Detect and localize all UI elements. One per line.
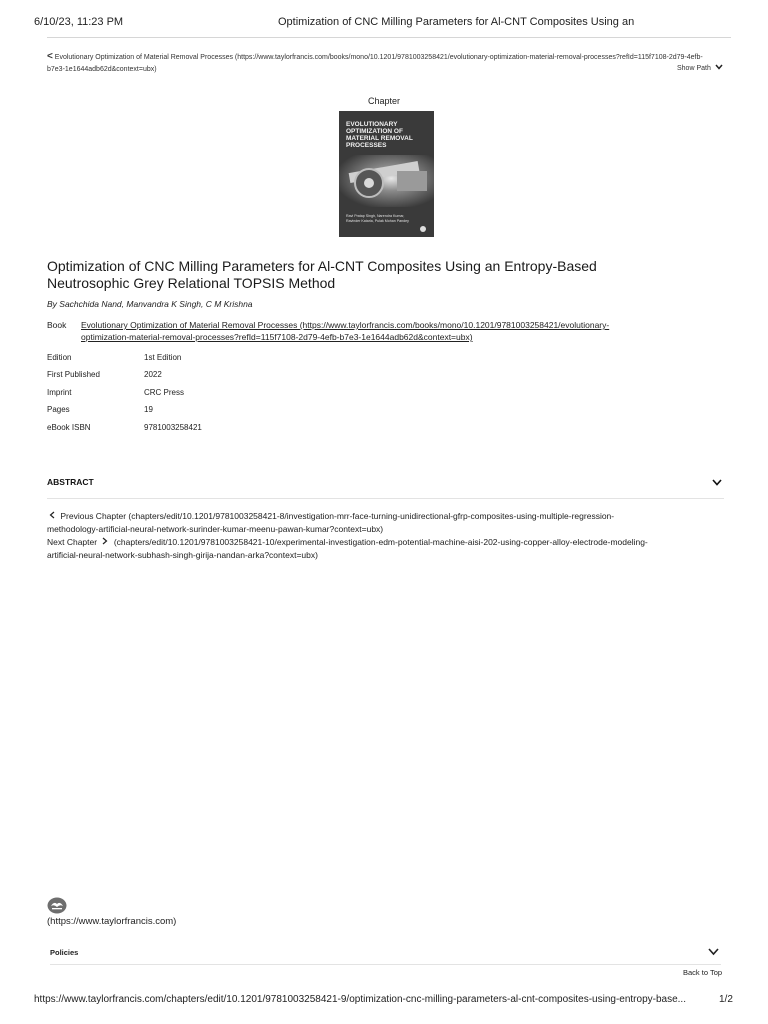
abstract-label: ABSTRACT xyxy=(47,477,94,487)
meta-key: Pages xyxy=(47,405,70,414)
policies-divider xyxy=(50,964,721,965)
meta-value: 1st Edition xyxy=(144,353,182,362)
site-home-link[interactable]: (https://www.taylorfrancis.com) xyxy=(47,916,177,927)
meta-key: Imprint xyxy=(47,388,72,397)
meta-value: 2022 xyxy=(144,370,162,379)
next-chapter-url-line2[interactable]: artificial-neural-network-subhash-singh-girija-nandan-arka?context=ubx) xyxy=(47,550,318,560)
next-chapter-url-line1: (chapters/edit/10.1201/9781003258421-10/experimental-investigation-edm-potential-machine-aisi-202-using-copper-alloy-electrode-modeling- xyxy=(113,537,648,547)
next-chapter-link[interactable] xyxy=(47,537,648,547)
meta-key: eBook ISBN xyxy=(47,423,91,432)
print-page-title: Optimization of CNC Milling Parameters for Al-CNT Composites Using an xyxy=(278,16,635,28)
meta-value: CRC Press xyxy=(144,388,185,397)
book-cover-image[interactable] xyxy=(339,111,434,237)
previous-chapter-link[interactable] xyxy=(47,511,614,521)
page-title-line2: Neutrosophic Grey Relational TOPSIS Method xyxy=(47,275,336,291)
chapter-authors: By Sachchida Nand, Manvandra K Singh, C M Krishna xyxy=(47,299,253,309)
breadcrumb[interactable] xyxy=(47,51,703,62)
taylor-francis-logo[interactable] xyxy=(47,897,67,914)
chevron-right-icon xyxy=(102,537,108,545)
page-title xyxy=(47,258,597,292)
book-link-line1[interactable]: Evolutionary Optimization of Material Removal Processes (https://www.taylorfrancis.com/books/mono/10.1201/9781003258421/evolutionary- xyxy=(81,320,610,330)
meta-key: Edition xyxy=(47,353,72,362)
print-datetime: 6/10/23, 11:23 PM xyxy=(34,16,124,28)
chevron-down-icon xyxy=(712,479,722,486)
previous-chapter-url-line2[interactable]: methodology-artificial-neural-network-surinder-kumar-meenu-pawan-kumar?context=ubx) xyxy=(47,524,384,534)
breadcrumb-link-line2[interactable]: b7e3-1e1644adb62d&context=ubx) xyxy=(47,66,157,73)
chevron-left-icon: < xyxy=(47,51,53,62)
previous-chapter-label: Previous Chapter xyxy=(60,511,127,521)
chevron-down-icon xyxy=(708,948,719,956)
show-path-button[interactable] xyxy=(677,64,723,72)
policies-label: Policies xyxy=(50,948,79,957)
chevron-down-icon xyxy=(715,64,723,70)
cover-authors: Ravi Pratap Singh, Narendra Kumar, Ravinder Kataria, Pulak Mohan Pandey xyxy=(346,214,409,223)
page-title-line1: Optimization of CNC Milling Parameters for Al-CNT Composites Using an Entropy-Based xyxy=(47,258,597,274)
book-label: Book xyxy=(47,320,67,330)
back-to-top-link[interactable]: Back to Top xyxy=(683,968,723,977)
show-path-label: Show Path xyxy=(677,65,711,72)
next-chapter-label: Next Chapter xyxy=(47,537,98,547)
chapter-label: Chapter xyxy=(368,96,401,106)
book-link-line2[interactable]: optimization-material-removal-processes?refId=115f7108-2d79-4efb-b7e3-1e1644adb62d&context=ubx) xyxy=(81,332,473,342)
breadcrumb-link-line1[interactable]: Evolutionary Optimization of Material Removal Processes (https://www.taylorfrancis.com/books/mono/10.1201/9781003258421/evolutionary-optimization-material-removal-processes?refId=115f7108-2d79-4efb- xyxy=(54,54,703,61)
policies-toggle[interactable] xyxy=(50,946,721,962)
abstract-divider xyxy=(47,498,724,499)
cover-title: EVOLUTIONARY OPTIMIZATION OF MATERIAL REMOVAL PROCESSES xyxy=(346,121,413,149)
previous-chapter-url-line1: (chapters/edit/10.1201/9781003258421-8/investigation-mrr-face-turning-unidirectional-gfrp-composites-using-multiple-regression- xyxy=(128,511,615,521)
abstract-toggle[interactable] xyxy=(47,476,724,494)
top-divider xyxy=(47,37,731,38)
meta-value: 19 xyxy=(144,405,153,414)
print-url: https://www.taylorfrancis.com/chapters/edit/10.1201/9781003258421-9/optimization-cnc-milling-parameters-al-cnt-composites-using-entropy-base... xyxy=(34,994,686,1005)
meta-key: First Published xyxy=(47,370,100,379)
meta-value: 9781003258421 xyxy=(144,423,202,432)
chevron-left-icon xyxy=(49,511,55,519)
print-page-number: 1/2 xyxy=(719,994,733,1005)
